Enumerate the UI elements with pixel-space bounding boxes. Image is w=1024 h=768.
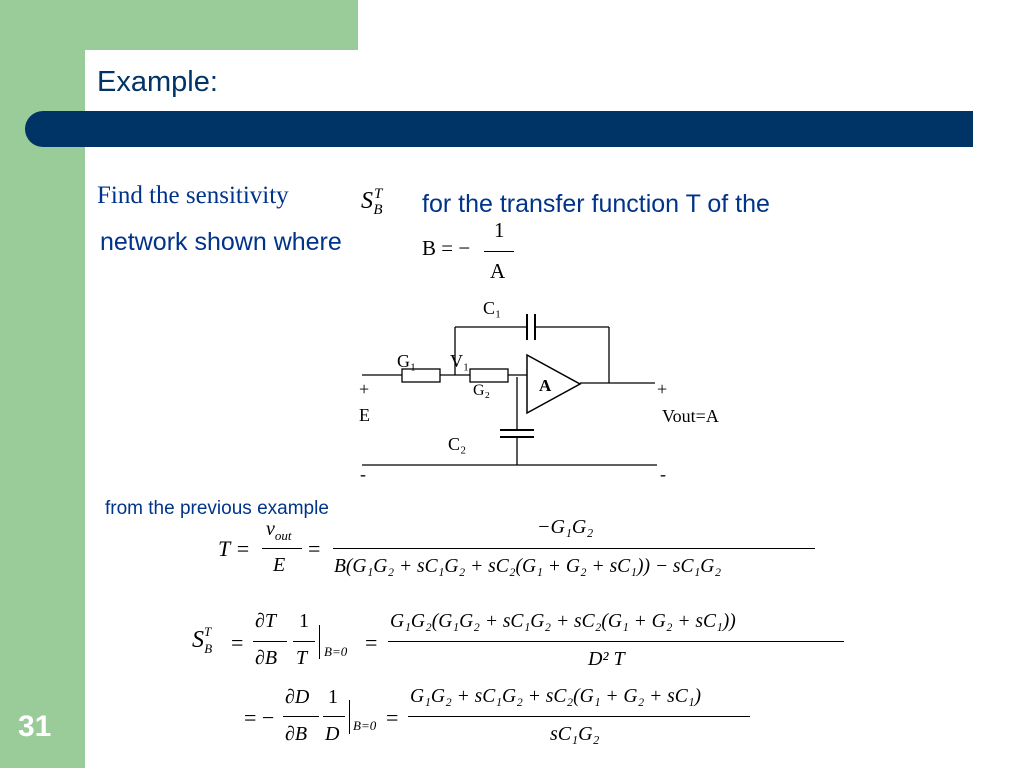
eq1-frac-num-sub: out bbox=[274, 528, 292, 543]
eq3-d-num: ∂D bbox=[285, 686, 310, 708]
eq3-d-bar bbox=[283, 716, 319, 717]
eq2-d-den: ∂B bbox=[255, 647, 278, 669]
g1-label: G₁ bbox=[397, 351, 417, 371]
amplifier-label: A bbox=[539, 376, 552, 395]
g2-label: G₂ bbox=[473, 382, 491, 399]
sensitivity-symbol-base: S bbox=[361, 188, 373, 214]
eq3-eval-bar bbox=[349, 700, 350, 734]
eq2-lhs bbox=[192, 624, 219, 656]
transfer-function-text: for the transfer function T of the bbox=[422, 190, 770, 218]
input-plus-label: + bbox=[359, 379, 370, 399]
vout-label: Vout=A bbox=[662, 406, 719, 426]
c1-label: C₁ bbox=[483, 298, 502, 318]
eq3-cond: B=0 bbox=[353, 718, 377, 733]
eq3-equals-2: = bbox=[386, 705, 399, 730]
sensitivity-symbol-sub: B bbox=[373, 202, 383, 218]
eq2-t: T bbox=[296, 647, 308, 669]
eq2-one: 1 bbox=[299, 610, 309, 632]
eq3-denominator: sC₁G₂ bbox=[550, 723, 600, 745]
eq1-frac-den: E bbox=[273, 554, 286, 576]
input-e-label: E bbox=[359, 405, 370, 425]
eq1-frac-num bbox=[266, 518, 292, 541]
eq3-d-den: ∂B bbox=[285, 723, 308, 745]
eq2-denominator: D² T bbox=[588, 648, 625, 670]
definition-numerator: 1 bbox=[494, 218, 505, 242]
eq1-denominator: B(G₁G₂ + sC₁G₂ + sC₂(G₁ + G₂ + sC₁)) − sC₁G₂ bbox=[334, 556, 722, 577]
eq2-numerator: G₁G₂(G₁G₂ + sC₁G₂ + sC₂(G₁ + G₂ + sC₁)) bbox=[390, 611, 736, 632]
eq2-t-bar bbox=[293, 641, 315, 642]
eq3-d: D bbox=[325, 723, 340, 745]
definition-lhs: B = − bbox=[422, 236, 471, 260]
g2-resistor bbox=[470, 369, 508, 382]
output-minus-label: - bbox=[660, 464, 666, 484]
eq3-one: 1 bbox=[328, 686, 338, 708]
eq1-main-bar bbox=[333, 548, 815, 549]
eq3-numerator: G₁G₂ + sC₁G₂ + sC₂(G₁ + G₂ + sC₁) bbox=[410, 686, 702, 707]
eq2-lhs-base: S bbox=[192, 627, 204, 653]
eq3-main-bar bbox=[408, 716, 750, 717]
page-number: 31 bbox=[18, 710, 52, 743]
find-sensitivity-text: Find the sensitivity bbox=[97, 182, 289, 209]
eq2-d-num: ∂T bbox=[255, 610, 277, 632]
eq3-d-bar-2 bbox=[323, 716, 345, 717]
eq1-equals: = bbox=[308, 536, 321, 561]
definition-denominator: A bbox=[490, 259, 506, 283]
previous-example-text: from the previous example bbox=[105, 498, 329, 519]
sensitivity-symbol-sup: T bbox=[374, 186, 383, 202]
eq2-eval-bar bbox=[319, 625, 320, 659]
eq1-numerator: −G₁G₂ bbox=[537, 516, 594, 538]
eq2-main-bar bbox=[388, 641, 844, 642]
input-minus-label: - bbox=[360, 464, 366, 484]
eq1-frac-num-v: v bbox=[266, 518, 275, 540]
eq1-frac-bar bbox=[262, 548, 302, 549]
eq2-equals-2: = bbox=[365, 630, 378, 655]
network-text: network shown where bbox=[100, 228, 342, 256]
eq3-equals: = − bbox=[244, 705, 275, 730]
eq1-lhs: T = bbox=[218, 536, 251, 561]
eq2-equals: = bbox=[231, 630, 244, 655]
amplifier-triangle bbox=[527, 355, 580, 413]
eq2-lhs-sub: B bbox=[204, 641, 213, 656]
v1-label: V₁ bbox=[450, 351, 470, 371]
slide-title: Example: bbox=[97, 66, 218, 98]
output-plus-label: + bbox=[657, 379, 668, 399]
eq2-lhs-sup: T bbox=[204, 624, 212, 639]
eq2-d-bar bbox=[253, 641, 287, 642]
c2-label: C₂ bbox=[448, 434, 467, 454]
eq2-cond: B=0 bbox=[324, 644, 348, 659]
